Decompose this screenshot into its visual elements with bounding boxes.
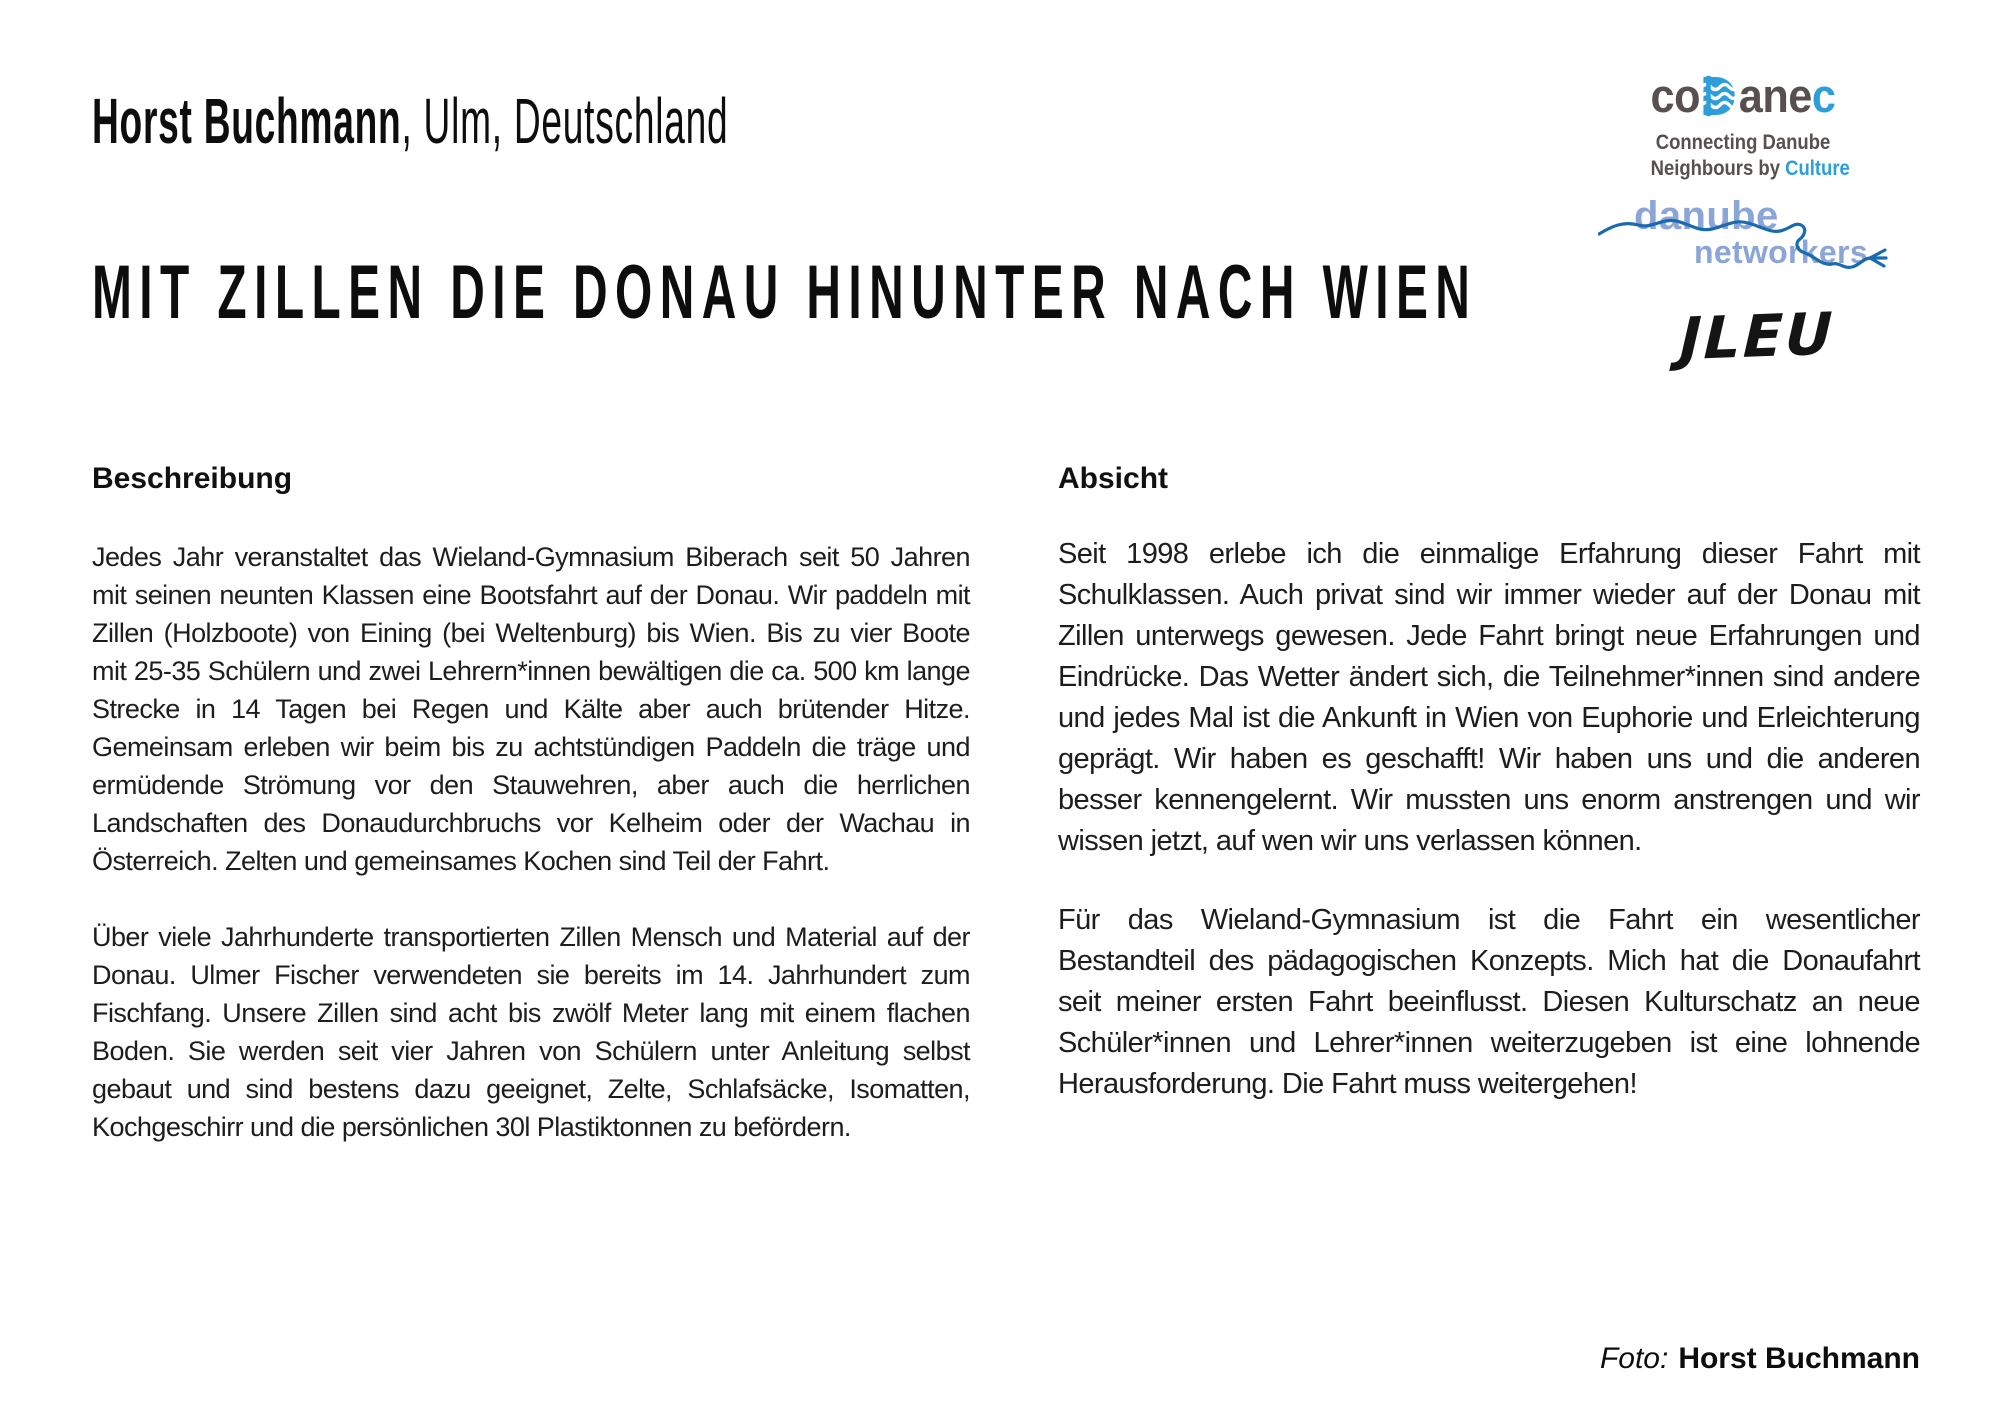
absicht-heading: Absicht	[1058, 462, 1169, 495]
danube-wordmark-line1: danube	[1634, 194, 1779, 238]
danube-networkers-logo	[1598, 192, 1888, 302]
absicht-paragraph-2: Für das Wieland-Gymnasium ist die Fahrt ein wesentlicher Bestandteil des pädagogischen Konzepts. Mich hat die Donaufahrt seit meiner ersten Fahrt beeinflusst. Diesen Kulturschatz an neue Schüler*innen und Lehrer*innen weiterzugeben ist eine lohnende Herausforderung. Die Fahrt muss weitergehen!	[1058, 904, 1920, 1100]
absicht-paragraph-1: Seit 1998 erlebe ich die einmalige Erfahrung dieser Fahrt mit Schulklassen. Auch privat sind wir immer wieder auf der Donau mit Zillen unterwegs gewesen. Jede Fahrt bringt neue Erfahrungen und Eindrücke. Das Wetter ändert sich, die Teilnehmer*innen sind andere und jedes Mal ist die Ankunft in Wien von Euphorie und Erleichterung geprägt. Wir haben es geschafft! Wir haben uns und die anderen besser kennengelernt. Wir mussten uns enorm anstrengen und wir wissen jetzt, auf wen wir uns verlassen können.	[1058, 538, 1920, 857]
photo-credit-label: Foto:	[1599, 1342, 1669, 1375]
codanec-tagline-line1: Connecting Danube	[1655, 131, 1831, 154]
beschreibung-paragraph-1: Jedes Jahr veranstaltet das Wieland-Gymnasium Biberach seit 50 Jahren mit seinen neunten Klassen eine Bootsfahrt auf der Donau. Wir paddeln mit Zillen (Holzboote) von Eining (bei Weltenburg) bis Wien. Bis zu vier Boote mit 25-35 Schülern und zwei Lehrern*innen bewältigen die ca. 500 km lange Strecke in 14 Tagen bei Regen und Kälte aber auch brütender Hitze. Gemeinsam erleben wir beim bis zu achtstündigen Paddeln die träge und ermüdende Strömung vor den Stauwehren, aber auch die herrlichen Landschaften des Donaudurchbruchs vor Kelheim oder der Wachau in Österreich. Zelten und gemeinsames Kochen sind Teil der Fahrt.	[92, 542, 970, 876]
ileu-logo: JLEU	[1678, 299, 1836, 374]
codanec-wordmark	[1646, 69, 1839, 124]
codanec-tagline-line2-text: Neighbours by	[1650, 157, 1786, 181]
codanec-word-middle: ane	[1738, 69, 1812, 122]
column-absicht	[1058, 462, 1920, 1143]
danube-wordmark-line2: networkers	[1694, 234, 1868, 270]
byline-author: Horst Buchmann	[92, 85, 402, 157]
codanec-word-end: c	[1811, 69, 1836, 122]
danube-river-icon	[1598, 192, 1888, 302]
codanec-word-start: co	[1650, 69, 1701, 122]
codanec-tagline-culture: Culture	[1785, 157, 1850, 181]
beschreibung-heading: Beschreibung	[92, 462, 293, 495]
beschreibung-paragraph-2: Über viele Jahrhunderte transportierten Zillen Mensch und Material auf der Donau. Ulmer Fischer verwendeten sie bereits im 14. Jahrhundert zum Fischfang. Unsere Zillen sind acht bis zwölf Meter lang mit einem flachen Boden. Sie werden seit vier Jahren von Schülern unter Anleitung selbst gebaut und sind bestens dazu geeignet, Zelte, Schlafsäcke, Isomatten, Kochgeschirr und die persönlichen 30l Plastiktonnen zu befördern.	[92, 922, 970, 1142]
codanec-tagline-line2	[1650, 156, 1850, 182]
codanec-tagline	[1650, 130, 1850, 183]
photo-credit	[1600, 1342, 1920, 1376]
byline	[92, 84, 728, 158]
codanec-logo	[1638, 69, 1850, 183]
page-title: MIT ZILLEN DIE DONAU HINUNTER NACH WIEN	[92, 249, 1478, 335]
codanec-wave-d-icon	[1701, 75, 1738, 124]
column-beschreibung	[92, 462, 970, 1184]
photo-credit-name: Horst Buchmann	[1678, 1342, 1920, 1375]
byline-location: , Ulm, Deutschland	[401, 85, 729, 157]
